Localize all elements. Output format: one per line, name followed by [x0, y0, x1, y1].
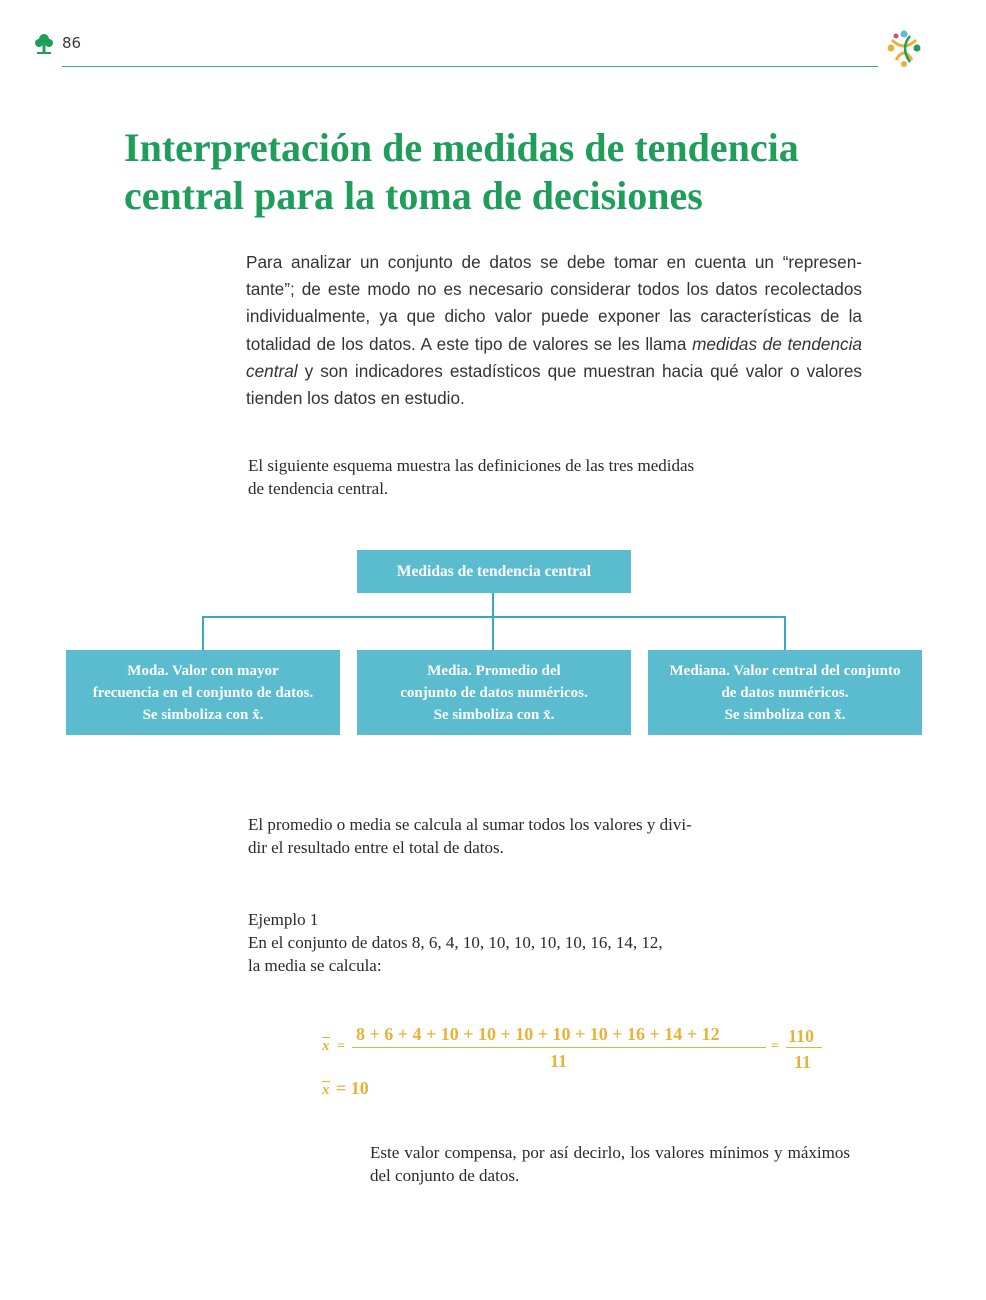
- formula-sum: 110: [788, 1026, 815, 1046]
- connector-root-down: [492, 593, 494, 617]
- diagram-media-box: [357, 650, 631, 735]
- media-line1: Media. Promedio del: [427, 662, 561, 679]
- page-header: [0, 0, 986, 80]
- formula-result: = 10: [336, 1078, 369, 1098]
- title-line-1: Interpretación de medidas de tendencia: [124, 125, 799, 170]
- formula-numerator: 8 + 6 + 4 + 10 + 10 + 10 + 10 + 10 + 16 + 14 + 12: [356, 1024, 720, 1044]
- scheme-intro-line2: de tendencia central.: [248, 479, 389, 498]
- connector-media: [492, 616, 494, 650]
- page-title: [124, 124, 904, 220]
- media-line3: Se simboliza con x̄.: [433, 706, 555, 723]
- mean-symbol: x: [322, 1038, 330, 1054]
- title-line-2: central para la toma de decisiones: [124, 173, 703, 218]
- formula-equals: =: [337, 1039, 345, 1054]
- connector-moda: [202, 616, 204, 650]
- connector-mediana: [784, 616, 786, 650]
- media-intro-line1: El promedio o media se calcula al sumar todos los valores y divi-: [248, 815, 692, 834]
- header-rule: [62, 66, 878, 67]
- moda-line1: Moda. Valor con mayor: [127, 662, 279, 679]
- formula-denominator-2: 11: [794, 1052, 812, 1072]
- mediana-line1: Mediana. Valor central del conjunto: [669, 662, 901, 679]
- intro-text-part2: y son indicadores estadísticos que muestran hacia qué valor o valores tienden los datos en estudio.: [246, 360, 862, 409]
- example-heading: Ejemplo 1: [248, 910, 319, 929]
- mean-symbol-result: x: [322, 1082, 330, 1098]
- central-tendency-diagram: [0, 540, 986, 760]
- tree-icon: [34, 32, 54, 56]
- media-line2: conjunto de datos numéricos.: [400, 684, 588, 701]
- mediana-line2: de datos numéricos.: [721, 684, 849, 701]
- page-number: 86: [62, 34, 82, 52]
- moda-line2: frecuencia en el conjunto de datos.: [92, 684, 314, 701]
- media-intro-paragraph: [248, 813, 748, 859]
- diagram-mediana-box: [648, 650, 922, 735]
- media-intro-line2: dir el resultado entre el total de datos.: [248, 838, 504, 857]
- conclusion-paragraph: Este valor compensa, por así decirlo, los valores mínimos y máximos del conjunto de datos.: [370, 1143, 850, 1185]
- fraction-line-2: [786, 1047, 822, 1048]
- scheme-intro-paragraph: [248, 454, 768, 500]
- intro-emphasis: medidas de tendencia central: [246, 333, 862, 381]
- moda-line3: Se simboliza con x̂.: [142, 706, 264, 723]
- diagram-root-box: [357, 550, 631, 593]
- diagram-moda-box: [66, 650, 340, 735]
- intro-paragraph: [246, 249, 862, 412]
- example-line2: la media se calcula:: [248, 956, 382, 975]
- mean-formula: [0, 1016, 986, 1116]
- formula-equals-2: =: [771, 1039, 779, 1054]
- connector-horizontal: [202, 616, 786, 618]
- scheme-intro-line1: El siguiente esquema muestra las definiciones de las tres medidas: [248, 456, 695, 475]
- fraction-line: [352, 1047, 766, 1048]
- example-paragraph: [248, 908, 768, 977]
- formula-denominator: 11: [550, 1051, 568, 1071]
- diagram-root-label: Medidas de tendencia central: [396, 562, 592, 580]
- intro-text-part1: Para analizar un conjunto de datos se debe tomar en cuenta un “represen-tante”; de este modo no es necesario considerar todos los datos recolectados individualmente, ya que dicho valor puede exponer las características de la totalidad de los datos. A este tipo de valores se les llama: [246, 252, 862, 354]
- example-line1: En el conjunto de datos 8, 6, 4, 10, 10, 10, 10, 10, 16, 14, 12,: [248, 933, 663, 952]
- people-circle-logo-icon: [882, 26, 926, 70]
- mediana-line3: Se simboliza con x̃.: [724, 706, 846, 723]
